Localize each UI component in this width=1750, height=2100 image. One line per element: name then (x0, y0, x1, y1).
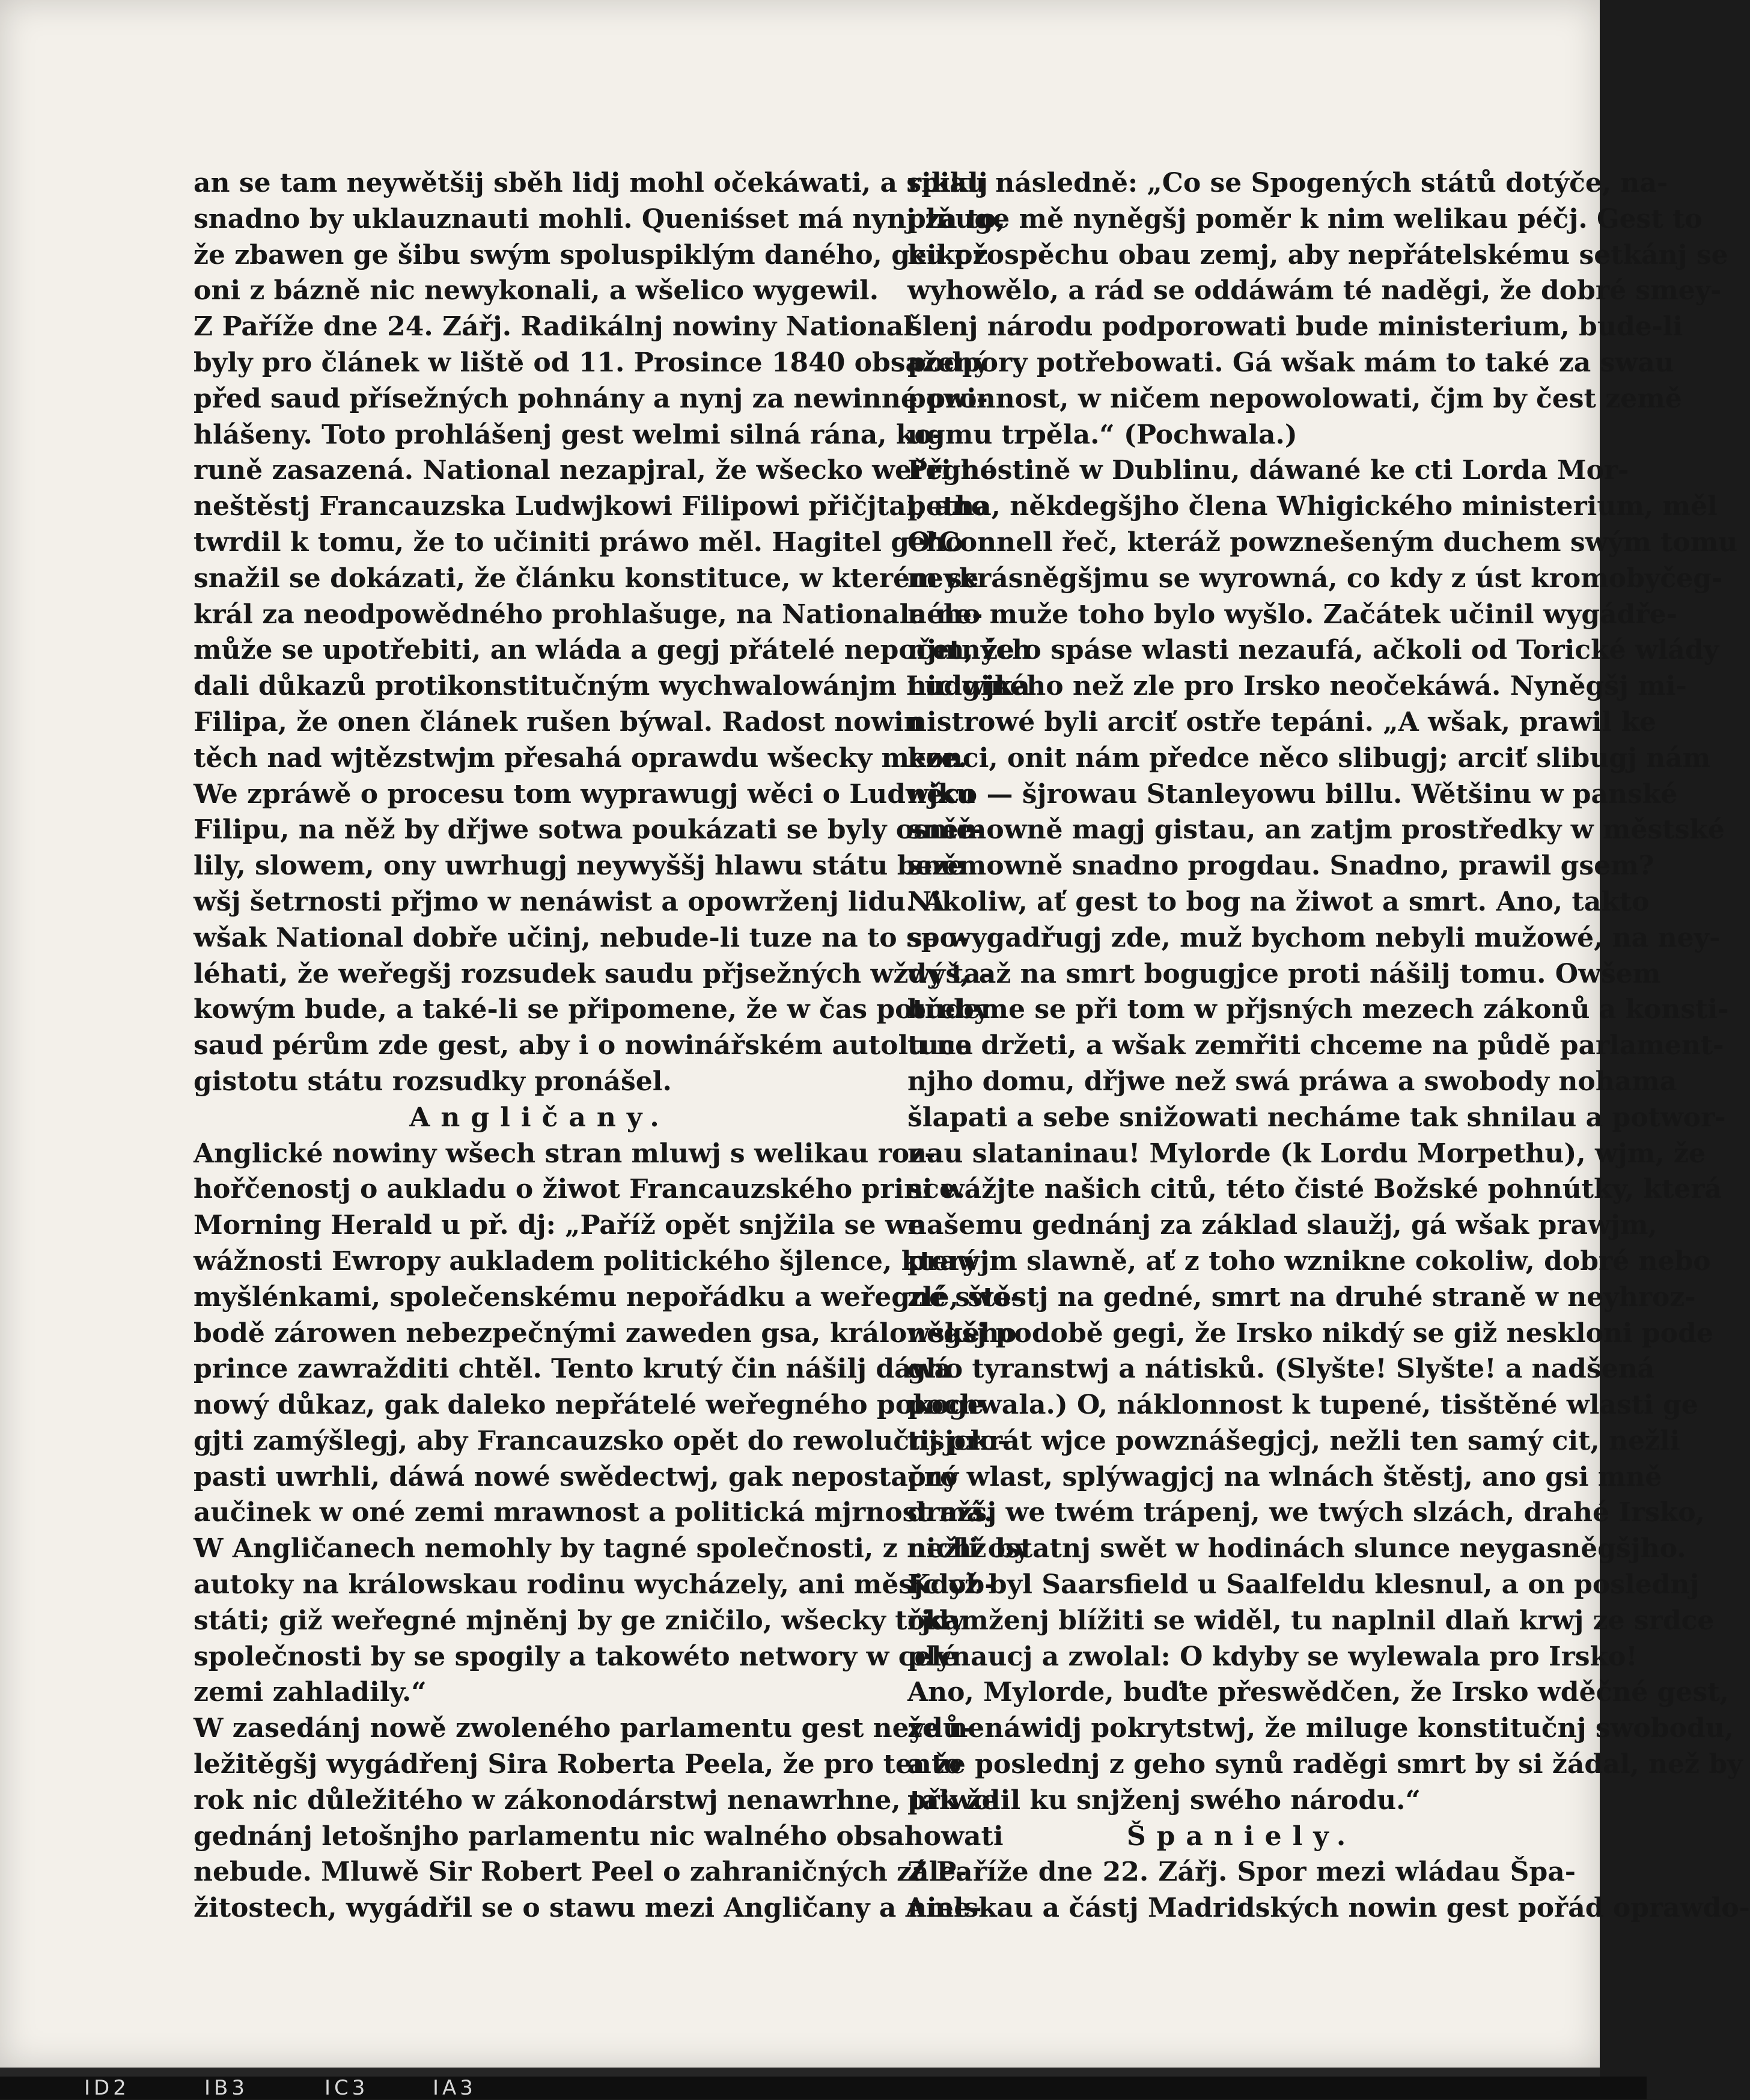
section-heading: Španiely. (1126, 1821, 1357, 1852)
text-line: těch nad wjtězstwjm přesahá oprawdu wšecky meze. (194, 742, 968, 774)
text-line: wyhowělo, a rád se oddáwám té naděgi, že dobré smey- (907, 275, 1722, 307)
text-line: našemu gednánj za základ slaužj, gá wšak prawjm, (907, 1210, 1657, 1241)
text-line: hlášeny. Toto prohlášenj gest welmi silná rána, ko- (194, 419, 943, 450)
text-line: neštěstj Francauzska Ludwjkowi Filipowi přičjtal, ano (194, 491, 989, 522)
text-line: powinnost, w ničem nepowolowati, čjm by čest země (907, 383, 1682, 414)
text-line: lily, slowem, ony uwrhugj neywyššj hlawu státu beze (194, 850, 965, 882)
text-line: twrdil k tomu, že to učiniti práwo měl. Hagitel geho (194, 527, 963, 558)
text-line: šlenj národu podporowati bude ministerium, bude-li (907, 311, 1683, 343)
text-line: tuce držeti, a wšak zemřiti chceme na půdě parlament- (907, 1030, 1724, 1061)
text-line: budeme se při tom w přjsných mezech zákonů a konsti- (907, 994, 1729, 1025)
text-line: před saud přísežných pohnány a nynj za newinné pro- (194, 383, 988, 414)
text-line: může se upotřebiti, an wláda a gegj přátelé nepočetných (194, 635, 1032, 666)
text-line: gho tyranstwj a nátisků. (Slyšte! Slyšte! a nadšená (907, 1354, 1655, 1385)
section-heading: Angličany. (409, 1102, 670, 1133)
text-line: přiwolil ku snjženj swého národu.“ (907, 1784, 1421, 1816)
text-line: dražšj we twém trápenj, we twých slzách, drahé Irsko, (907, 1497, 1705, 1528)
text-line: žitostech, wygádřil se o stawu mezi Angličany a Ame- (194, 1893, 982, 1924)
text-line: pro wlast, splýwagjcj na wlnách štěstj, ano gsi mně (907, 1461, 1662, 1492)
text-line: plynaucj a zwolal: O kdyby se wylewala pro Irsko! (907, 1641, 1638, 1672)
text-line: gjti zamýšlegj, aby Francauzsko opět do rewolučnj pro- (194, 1425, 1008, 1456)
text-line: W zasedánj nowě zwoleného parlamentu gest neydů- (194, 1713, 974, 1744)
text-line: We zpráwě o procesu tom wyprawugj wěci o Ludwjku (194, 778, 976, 810)
text-line: Morning Herald u př. dj: „Paříž opět snjžila se we (194, 1210, 925, 1241)
text-line: snadno by uklauznauti mohli. Queniśset má nynj za to, (194, 203, 1006, 234)
text-line: rikau následně: „Co se Spogených států dotýče, na- (907, 168, 1668, 198)
text-line: aučinek w oné zemi mrawnost a politická mjrnost má. (194, 1497, 993, 1528)
text-line: ku prospěchu obau zemj, aby nepřátelskému setkánj se (907, 239, 1728, 270)
text-line: prince zawražditi chtěl. Tento krutý čin nášilj dáwá (194, 1354, 952, 1385)
text-line: rok nic důležitého w zákonodárstwj nenawrhne, tak že (194, 1784, 999, 1816)
text-line: njm, že o spáse wlasti nezaufá, ačkoli od Torické wlády (907, 635, 1719, 666)
text-line: ného muže toho bylo wyšlo. Začátek učinil wygádře- (907, 599, 1677, 630)
text-line: podpory potřebowati. Gá wšak mám to také za swau (907, 347, 1674, 378)
text-line: Anglické nowiny wšech stran mluwj s welikau roz- (194, 1138, 936, 1169)
text-line: Když byl Saarsfield u Saalfeldu klesnul, a on poslednj (907, 1569, 1700, 1601)
text-line: gednánj letošnjho parlamentu nic walného obsahowati (194, 1821, 1004, 1852)
footer-mark: IB3 (204, 2076, 248, 2100)
text-line: Z Paříže dne 24. Zářj. Radikálnj nowiny National (194, 311, 913, 343)
text-line: Nikoliw, ať gest to bog na žiwot a smrt. Ano, takto (907, 886, 1650, 917)
text-line: runě zasazená. National nezapjral, že wšecko weřegné (194, 455, 997, 486)
text-line: král za neodpowědného prohlašuge, na Nationala ne- (194, 599, 983, 630)
text-line: tisjckrát wjce powznášegjcj, nežli ten samý cit, nežli (907, 1425, 1680, 1456)
text-line: wšj šetrnosti přjmo w nenáwist a opowrženj lidu. A (194, 886, 945, 917)
left-column (194, 165, 1032, 1926)
text-line: Filipa, že onen článek rušen býwal. Radost nowin (194, 706, 923, 737)
text-line: Ano, Mylorde, buďte přeswědčen, že Irsko wděčné gest, (907, 1677, 1729, 1708)
text-line: petha, někdegšjho člena Whigického ministerium, měl (907, 491, 1718, 522)
footer-mark: IA3 (433, 2076, 477, 2100)
text-line: se wygadřugj zde, muž bychom nebyli mužowé, na ney- (907, 922, 1721, 953)
text-line: pasti uwrhli, dáwá nowé swědectwj, gak nepostačný (194, 1461, 959, 1492)
text-line: Z Paříže dne 22. Zářj. Spor mezi wládau Špa- (907, 1857, 1576, 1888)
text-line: gistotu státu rozsudky pronášel. (194, 1066, 672, 1097)
text-line: oni z bázně nic newykonali, a wšelico wygewil. (194, 275, 879, 307)
footer-mark: IC3 (325, 2076, 369, 2100)
text-line: léhati, že weřegšj rozsudek saudu přjsežných wždy ta- (194, 958, 992, 989)
text-line: snažil se dokázati, že článku konstituce, w kterém se (194, 563, 979, 594)
text-line: sněmowně snadno progdau. Snadno, prawil gsem? (907, 850, 1654, 882)
text-line: nowý důkaz, gak daleko nepřátelé weřegného pokoge (194, 1390, 984, 1421)
text-line: a že poslednj z geho synů raděgi smrt by si žádal, než by (907, 1749, 1743, 1780)
text-line: ležitěgšj wygádřenj Sira Roberta Peela, že pro tento (194, 1749, 962, 1780)
text-line: okamženj blížiti se widěl, tu naplnil dlaň krwj ze srdce (907, 1605, 1715, 1636)
text-line: něgšj podobě gegi, že Irsko nikdý se giž neskloni pode (907, 1317, 1713, 1349)
text-line: Filipu, na něž by dřjwe sotwa poukázati se byly osmě- (194, 814, 984, 846)
text-line: nic giného než zle pro Irsko neočekáwá. Nyněgšj mi- (907, 671, 1687, 702)
text-line: njho domu, dřjwe než swá práwa a swobody nohama (907, 1066, 1677, 1097)
text-line: wážnosti Ewropy aukladem politického šjlence, který (194, 1245, 978, 1277)
text-line: něco — šjrowau Stanleyowu billu. Wětšinu w panské (907, 778, 1678, 810)
text-line: sněmowně magj gistau, an zatjm prostředky w městské (907, 814, 1725, 846)
text-line: pochwala.) O, náklonnost k tupené, tisštěné wlasti ge (907, 1390, 1698, 1421)
text-line: an se tam neywětšij sběh lidj mohl očekáwati, a spiklj (194, 168, 988, 198)
text-line: že nenáwidj pokrytstwj, že miluge konstitučnj swobodu, (907, 1713, 1734, 1744)
text-line: saud pérům zde gest, aby i o nowinářském autolu na (194, 1030, 974, 1061)
right-column (907, 165, 1750, 1926)
text-line: byly pro článek w liště od 11. Prosince 1840 obsažený (194, 347, 989, 378)
text-line: wšak National dobře učinj, nebude-li tuze na to spo- (194, 922, 969, 953)
text-line: nielskau a částj Madridských nowin gest pořád oprawdo- (907, 1893, 1750, 1924)
text-line: W Angličanech nemohly by tagné společnosti, z nichž by (194, 1533, 1030, 1564)
page-bottom-edge (0, 2068, 1600, 2077)
text-line: bodě zárowen nebezpečnými zaweden gsa, králowského (194, 1317, 1017, 1349)
text-line: zemi zahladily.“ (194, 1677, 427, 1708)
text-line: O'Connell řeč, kteráž powznešeným duchem swým tomu (907, 527, 1738, 558)
text-line: státi; giž weřegné mjněnj by ge zničilo, wšecky třjdy (194, 1605, 965, 1636)
text-line: nistrowé byli arciť ostře tepáni. „A wšak, prawil ke (907, 706, 1656, 737)
text-line: konci, onit nám předce něco slibugj; arciť slibugj nám (907, 742, 1711, 774)
text-line: myšlénkami, společenskému nepořádku a weřegné swo- (194, 1281, 1022, 1313)
text-line: hořčenostj o aukladu o žiwot Francauzského prince. (194, 1174, 966, 1205)
text-line: nežli ostatnj swět w hodinách slunce neygasněgšjho. (907, 1533, 1686, 1564)
text-line: šlapati a sebe snižowati necháme tak shnilau a potwor- (907, 1102, 1726, 1133)
text-line: společnosti by se spogily a takowéto networy w celé (194, 1641, 959, 1672)
text-line: zlé, štěstj na gedné, smrt na druhé straně w neyhroz- (907, 1281, 1696, 1313)
text-line: dali důkazů protikonstitučným wychwalowánjm Ludwjka (194, 671, 1030, 702)
text-line: wýš, až na smrt bogugjce proti nášilj tomu. Owšem (907, 958, 1661, 989)
scan-footer (0, 2077, 1647, 2099)
text-line: Při hostině w Dublinu, dáwané ke cti Lorda Mor- (907, 455, 1629, 486)
text-line: ugmu trpěla.“ (Pochwala.) (907, 419, 1297, 450)
text-line: nau slataninau! Mylorde (k Lordu Morpethu), wjm, že (907, 1138, 1706, 1169)
text-line: že zbawen ge šibu swým spoluspiklým daného, geikož (194, 239, 988, 270)
text-line: nebude. Mluwě Sir Robert Peel o zahraničných zále- (194, 1857, 967, 1888)
text-line: si wážjte našich citů, této čisté Božské pohnútky, která (907, 1174, 1722, 1205)
text-line: autoky na králowskau rodinu wycházely, ani měsjc ob- (194, 1569, 996, 1601)
text-line: plňuge mě nyněgšj poměr k nim welikau péčj. Gest to (907, 203, 1703, 234)
text-line: prawjm slawně, ať z toho wznikne cokoliw, dobré nebo (907, 1245, 1711, 1277)
footer-mark: ID2 (84, 2076, 130, 2100)
text-line: neykrásněgšjmu se wyrowná, co kdy z úst kromobyčeg- (907, 563, 1723, 594)
text-line: kowým bude, a také-li se připomene, že w čas potřeby (194, 994, 990, 1025)
